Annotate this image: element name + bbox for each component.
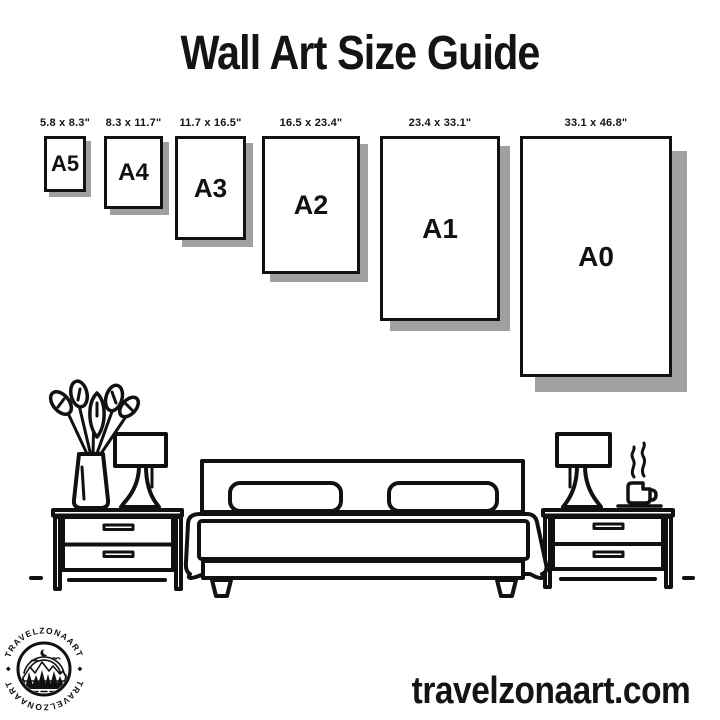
table-lamp-left-illustration <box>115 434 166 507</box>
lamp-shade <box>115 434 166 466</box>
nightstand-left-illustration <box>53 510 182 589</box>
steam-icon <box>642 443 644 476</box>
bed-base <box>203 561 523 578</box>
paper-size-label: A1 <box>422 212 458 244</box>
paper-dimensions-label: 8.3 x 11.7" <box>105 117 162 129</box>
paper-dimensions-label: 11.7 x 16.5" <box>179 117 242 129</box>
logo-text-top: TRAVELZONAART <box>2 625 86 659</box>
paper-dimensions-label: 16.5 x 23.4" <box>279 117 343 129</box>
paper-dimensions-label: 5.8 x 8.3" <box>39 117 91 129</box>
page-title: Wall Art Size Guide <box>180 27 540 80</box>
coffee-cup-illustration <box>618 443 661 506</box>
pillow <box>230 483 341 511</box>
mattress <box>199 521 528 559</box>
leaf-icon <box>47 380 142 437</box>
bed-leg <box>212 580 231 596</box>
moon-icon <box>40 649 49 657</box>
paper-size-label: A3 <box>193 172 228 203</box>
paper-size-label: A0 <box>578 240 614 272</box>
logo-separator-dot <box>6 666 11 671</box>
brand-logo <box>3 625 86 712</box>
paper-size-label: A5 <box>50 151 80 176</box>
vase <box>74 454 108 508</box>
paper-dimensions-label: 33.1 x 46.8" <box>564 117 628 129</box>
paper-size-label: A4 <box>118 158 149 186</box>
steam-icon <box>632 447 634 477</box>
table-lamp-right-illustration <box>557 434 610 507</box>
lamp-shade <box>557 434 610 466</box>
logo-text-bottom: TRAVELZONAART <box>2 679 86 713</box>
pillow <box>389 483 497 511</box>
website-url: travelzonaart.com <box>411 670 691 712</box>
paper-dimensions-label: 23.4 x 33.1" <box>408 117 472 129</box>
paper-size-label: A2 <box>293 189 329 220</box>
logo-separator-dot <box>77 666 82 671</box>
bed-illustration <box>186 461 547 596</box>
bed-leg <box>497 580 516 596</box>
nightstand-right-illustration <box>543 510 673 587</box>
